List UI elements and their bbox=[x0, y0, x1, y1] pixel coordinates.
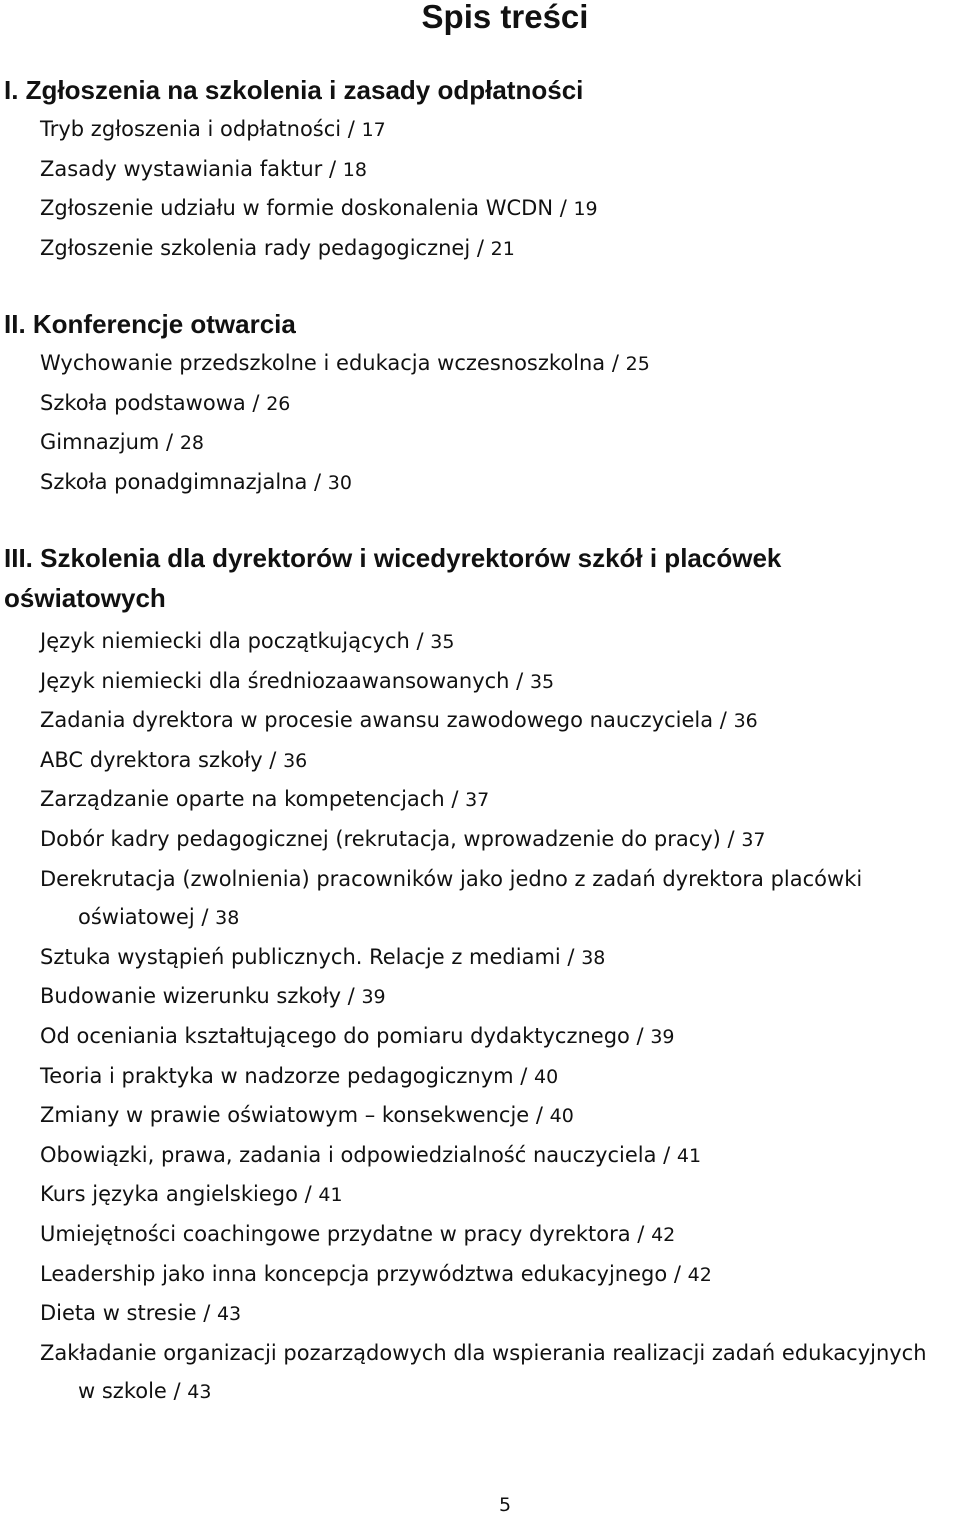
entry-title: Szkoła ponadgimnazjalna / bbox=[40, 469, 322, 494]
toc-entry[interactable] bbox=[0, 741, 960, 781]
toc-entry[interactable] bbox=[0, 1057, 960, 1097]
entry-title: Umiejętności coachingowe przydatne w pracy dyrektora / bbox=[40, 1221, 645, 1246]
toc-entry[interactable] bbox=[0, 1334, 960, 1412]
entry-title: Od oceniania kształtującego do pomiaru dydaktycznego / bbox=[40, 1023, 644, 1048]
entry-title: Dieta w stresie / bbox=[40, 1301, 211, 1326]
section-3 bbox=[0, 538, 960, 1412]
entry-title: Szkoła podstawowa / bbox=[40, 390, 260, 415]
toc-entry[interactable] bbox=[0, 662, 960, 702]
entry-title: Wychowanie przedszkolne i edukacja wczesnoszkolna / bbox=[40, 351, 619, 375]
entry-page: 37 bbox=[465, 789, 490, 812]
entry-page: 40 bbox=[549, 1105, 574, 1128]
entry-title: Teoria i praktyka w nadzorze pedagogicznym / bbox=[40, 1063, 528, 1088]
entry-title-cont: oświatowej / bbox=[78, 905, 209, 930]
entry-page: 36 bbox=[283, 749, 308, 772]
entry-page: 41 bbox=[676, 1144, 702, 1167]
toc-entry[interactable] bbox=[0, 1017, 960, 1057]
entry-title: Zarządzanie oparte na kompetencjach / bbox=[40, 787, 459, 812]
entry-continuation bbox=[40, 898, 960, 938]
toc-entry[interactable] bbox=[0, 344, 960, 384]
entry-page: 42 bbox=[687, 1263, 712, 1286]
entry-title: Gimnazjum / bbox=[40, 430, 174, 455]
toc-entry[interactable] bbox=[0, 820, 960, 860]
entry-title: ABC dyrektora szkoły / bbox=[40, 747, 277, 772]
entry-page: 25 bbox=[625, 353, 650, 375]
entry-page: 42 bbox=[651, 1223, 676, 1246]
toc-entry[interactable] bbox=[0, 463, 960, 503]
page-title: Spis treści bbox=[421, 0, 589, 35]
toc-entry[interactable] bbox=[0, 938, 960, 978]
entry-title: Budowanie wizerunku szkoły / bbox=[40, 984, 355, 1009]
entry-page: 17 bbox=[361, 119, 386, 141]
toc-entry[interactable] bbox=[0, 1175, 960, 1215]
entry-page: 21 bbox=[490, 237, 515, 260]
entry-page: 19 bbox=[573, 198, 598, 221]
entry-page: 37 bbox=[741, 828, 766, 851]
entry-title: Zakładanie organizacji pozarządowych dla wspierania realizacji zadań edukacyjnych bbox=[40, 1340, 927, 1365]
toc-entry[interactable] bbox=[0, 189, 960, 229]
entry-page: 36 bbox=[733, 710, 758, 733]
entry-title-cont: w szkole / bbox=[78, 1379, 181, 1404]
entry-title: Zasady wystawiania faktur / bbox=[40, 156, 337, 181]
entry-title: Zadania dyrektora w procesie awansu zawodowego nauczyciela / bbox=[40, 708, 727, 733]
toc-entry[interactable] bbox=[0, 977, 960, 1017]
entry-title: Zmiany w prawie oświatowym – konsekwencje / bbox=[40, 1103, 543, 1128]
entry-title: Zgłoszenie udziału w formie doskonalenia WCDN / bbox=[40, 196, 567, 221]
entry-title: Zgłoszenie szkolenia rady pedagogicznej / bbox=[40, 235, 484, 260]
entry-title: Derekrutacja (zwolnienia) pracowników jako jedno z zadań dyrektora placówki bbox=[40, 866, 863, 891]
entry-title: Tryb zgłoszenia i odpłatności / bbox=[40, 117, 355, 141]
entry-page: 38 bbox=[215, 907, 240, 930]
entry-list bbox=[0, 622, 960, 1412]
section-heading bbox=[0, 538, 960, 618]
entry-title: Leadership jako inna koncepcja przywództwa edukacyjnego / bbox=[40, 1261, 681, 1286]
toc-entry[interactable] bbox=[0, 1294, 960, 1334]
toc-entry[interactable] bbox=[0, 384, 960, 424]
section-heading: II. Konferencje otwarcia bbox=[4, 309, 296, 339]
entry-page: 35 bbox=[529, 670, 555, 693]
entry-page: 40 bbox=[534, 1065, 559, 1088]
toc-entry[interactable] bbox=[0, 622, 960, 662]
entry-title: Język niemiecki dla początkujących / bbox=[40, 629, 424, 653]
page-number: 5 bbox=[498, 1494, 512, 1516]
toc-entry[interactable] bbox=[0, 110, 960, 150]
entry-continuation bbox=[40, 1372, 960, 1412]
entry-page: 39 bbox=[361, 986, 386, 1009]
toc-entry[interactable] bbox=[0, 1136, 960, 1176]
toc-entry[interactable] bbox=[0, 701, 960, 741]
entry-page: 30 bbox=[327, 471, 352, 494]
section-1 bbox=[0, 70, 960, 268]
toc-entry[interactable] bbox=[0, 229, 960, 269]
entry-list bbox=[0, 344, 960, 502]
entry-page: 28 bbox=[179, 432, 204, 455]
entry-page: 18 bbox=[342, 158, 367, 181]
entry-page: 43 bbox=[187, 1381, 212, 1404]
toc-entry[interactable] bbox=[0, 860, 960, 938]
toc-entry[interactable] bbox=[0, 1096, 960, 1136]
toc-entry[interactable] bbox=[0, 150, 960, 190]
entry-page: 35 bbox=[430, 631, 455, 653]
entry-page: 38 bbox=[581, 946, 606, 969]
toc-entry[interactable] bbox=[0, 423, 960, 463]
entry-title: Sztuka wystąpień publicznych. Relacje z mediami / bbox=[40, 944, 575, 969]
entry-title: Kurs języka angielskiego / bbox=[40, 1182, 312, 1207]
section-2 bbox=[0, 304, 960, 502]
entry-page: 43 bbox=[216, 1303, 242, 1326]
toc-entry[interactable] bbox=[0, 780, 960, 820]
section-heading-line: III. Szkolenia dla dyrektorów i wicedyrektorów szkół i placówek bbox=[4, 543, 782, 573]
toc-entry[interactable] bbox=[0, 1255, 960, 1295]
section-heading: I. Zgłoszenia na szkolenia i zasady odpłatności bbox=[4, 75, 584, 105]
section-heading-line: oświatowych bbox=[4, 583, 166, 613]
entry-page: 39 bbox=[650, 1025, 675, 1048]
entry-page: 26 bbox=[266, 392, 291, 415]
entry-page: 41 bbox=[318, 1184, 343, 1207]
entry-title: Język niemiecki dla średniozaawansowanych / bbox=[40, 668, 524, 693]
entry-title: Dobór kadry pedagogicznej (rekrutacja, wprowadzenie do pracy) / bbox=[40, 826, 735, 851]
entry-title: Obowiązki, prawa, zadania i odpowiedzialność nauczyciela / bbox=[40, 1142, 671, 1167]
entry-list bbox=[0, 110, 960, 268]
toc-entry[interactable] bbox=[0, 1215, 960, 1255]
